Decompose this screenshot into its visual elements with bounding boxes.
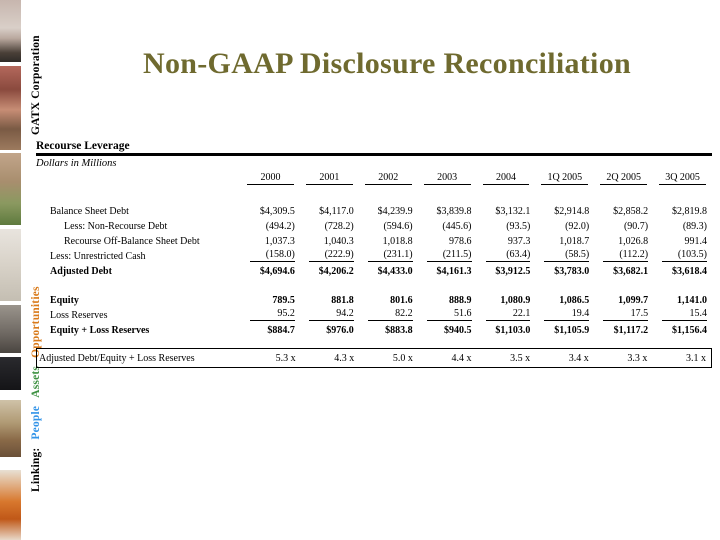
table-row [36,262,712,277]
column-header: 2Q 2005 [594,172,653,185]
table-cell: $4,161.3 [436,266,472,277]
table-cell: $1,117.2 [613,325,649,336]
column-header: 2001 [300,172,359,185]
table-cell: $3,682.1 [613,266,649,277]
sidebar-photo [0,229,21,301]
sidebar-photo [0,470,21,540]
table-row [36,291,712,306]
row-label: Less: Non-Recourse Debt [64,221,168,232]
table-cell: 1,141.0 [677,295,707,306]
table-cell: 82.2 [359,308,418,321]
table-cell: 1,026.8 [618,236,649,247]
ratio-cell: 4.3 x [334,352,355,364]
table-cell: 1,086.5 [559,295,590,306]
table-cell: 991.4 [684,236,707,247]
table-spacer-row [36,277,712,291]
table-cell: $4,206.2 [318,266,354,277]
row-label: Recourse Off-Balance Sheet Debt [64,236,200,247]
table-header-row [36,170,712,185]
row-label: Equity + Loss Reserves [50,325,150,336]
table-cell: 1,040.3 [323,236,354,247]
table-cell: $3,618.4 [672,266,707,277]
table-cell: 801.6 [390,295,413,306]
table-cell: $1,105.9 [554,325,590,336]
table-row [36,247,712,262]
ratio-cell: 3.3 x [627,352,648,364]
column-header: 2004 [477,172,536,185]
ratio-cell: 4.4 x [451,352,472,364]
table-cell: $883.8 [385,325,413,336]
table-row [36,321,712,336]
reconciliation-table [36,170,712,336]
table-cell: (222.9) [300,249,359,262]
table-cell: 1,037.3 [264,236,295,247]
table-cell: (728.2) [324,221,354,232]
ratio-cell: 3.5 x [510,352,531,364]
table-cell: (89.3) [682,221,707,232]
table-cell: $3,839.8 [436,206,472,217]
table-cell: (445.6) [442,221,472,232]
row-label: Less: Unrestricted Cash [50,251,146,262]
column-header: 2002 [359,172,418,185]
table-cell: $3,132.1 [495,206,531,217]
table-cell: $940.5 [444,325,472,336]
photo-strip [0,0,21,540]
table-cell: $3,912.5 [495,266,531,277]
table-cell: $2,819.8 [672,206,707,217]
ratio-cell: 5.0 x [392,352,413,364]
table-cell: $3,783.0 [554,266,590,277]
table-row [36,202,712,217]
sidebar-photo [0,0,21,62]
row-label: Adjusted Debt [50,266,112,277]
table-cell: 1,018.7 [559,236,590,247]
sidebar-photo [0,153,21,225]
table-cell: (90.7) [623,221,649,232]
table-cell: (594.6) [383,221,413,232]
table-cell: 51.6 [418,308,477,321]
table-cell: $2,914.8 [554,206,590,217]
table-cell: 1,080.9 [500,295,531,306]
table-cell: 978.6 [449,236,472,247]
table-row [36,306,712,321]
table-cell: $4,433.0 [377,266,413,277]
sidebar-photo [0,305,21,353]
ratio-cell: 3.4 x [568,352,589,364]
table-cell: 17.5 [594,308,653,321]
table-cell: 19.4 [535,308,594,321]
ratio-row [36,348,712,368]
sidebar-photo [0,357,21,390]
table-cell: (211.5) [418,249,477,262]
ratio-cell: 3.1 x [686,352,706,364]
table-cell: 937.3 [507,236,531,247]
row-label: Loss Reserves [50,310,108,321]
tagline-word: Opportunities [30,286,42,358]
row-label: Balance Sheet Debt [50,206,129,217]
table-cell: 1,018.8 [382,236,413,247]
table-cell: (103.5) [653,249,712,262]
table-cell: (63.4) [477,249,536,262]
table-cell: $976.0 [326,325,354,336]
column-header: 3Q 2005 [653,172,712,185]
table-cell: $4,694.6 [259,266,295,277]
table-body [36,202,712,336]
page-title: Non-GAAP Disclosure Reconciliation [143,47,631,80]
table-cell: 22.1 [477,308,536,321]
table-cell: (158.0) [241,249,300,262]
tagline-word: People [30,405,42,440]
column-header: 1Q 2005 [535,172,594,185]
table-cell: 888.9 [449,295,472,306]
table-cell: $4,239.9 [377,206,413,217]
table-cell: 881.8 [331,295,354,306]
table-cell: $4,309.5 [259,206,295,217]
table-row [36,232,712,247]
table-cell: (112.2) [594,249,653,262]
table-cell: $1,103.0 [495,325,531,336]
table-cell: 1,099.7 [618,295,649,306]
table-cell: (92.0) [565,221,590,232]
sidebar-photo [0,66,21,150]
table-cell: $4,117.0 [319,206,354,217]
table-cell: (58.5) [535,249,594,262]
table-cell: 95.2 [241,308,300,321]
section-subheading: Dollars in Millions [36,158,117,169]
row-label: Equity [50,295,79,306]
table-cell: (494.2) [265,221,295,232]
table-row [36,217,712,232]
tagline-word: Assets [30,365,42,398]
tagline-prefix: Linking: [30,447,42,492]
column-header: 2003 [418,172,477,185]
table-cell: 15.4 [653,308,712,321]
table-cell: (231.1) [359,249,418,262]
section-heading: Recourse Leverage [36,140,712,156]
table-cell: $2,858.2 [613,206,649,217]
table-cell: $1,156.4 [672,325,707,336]
ratio-cell: 5.3 x [275,352,296,364]
sidebar-photo [0,400,21,457]
column-header: 2000 [241,172,300,185]
table-cell: 94.2 [300,308,359,321]
company-vertical-text: GATX Corporation [30,35,42,135]
table-cell: (93.5) [506,221,531,232]
table-cell: $884.7 [267,325,295,336]
table-cell: 789.5 [272,295,295,306]
ratio-row-label: Adjusted Debt/Equity + Loss Reserves [39,352,195,364]
